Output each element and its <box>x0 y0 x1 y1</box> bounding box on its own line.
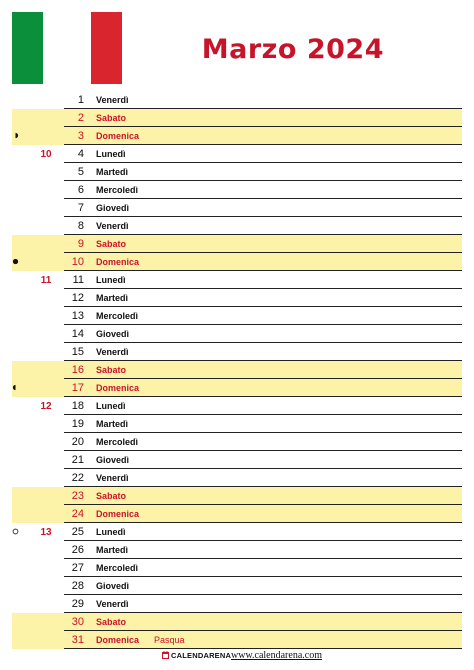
last-quarter-moon-icon <box>12 132 19 139</box>
weekday-name: Venerdì <box>96 599 129 609</box>
day-number: 20 <box>71 436 84 448</box>
week-number: 12 <box>40 401 52 412</box>
brand-name: CALENDARENA <box>171 651 232 660</box>
day-row <box>0 91 474 109</box>
day-row <box>0 433 474 451</box>
weekday-name: Giovedì <box>96 203 130 213</box>
day-row <box>0 289 474 307</box>
weekday-name: Domenica <box>96 257 140 267</box>
day-number: 4 <box>77 148 84 160</box>
day-number: 24 <box>71 508 84 520</box>
row-divider <box>64 648 462 649</box>
day-row <box>0 487 474 505</box>
weekday-name: Sabato <box>96 365 127 375</box>
day-number: 18 <box>71 400 84 412</box>
weekday-name: Lunedì <box>96 401 126 411</box>
day-row <box>0 127 474 145</box>
day-number: 22 <box>71 472 84 484</box>
weekday-name: Lunedì <box>96 527 126 537</box>
day-number: 29 <box>71 598 84 610</box>
day-row <box>0 253 474 271</box>
weekday-name: Martedì <box>96 419 129 429</box>
day-number: 27 <box>71 562 84 574</box>
day-number: 17 <box>71 382 84 394</box>
day-number: 1 <box>77 94 84 106</box>
day-number: 8 <box>77 220 84 232</box>
weekday-name: Sabato <box>96 617 127 627</box>
weekday-name: Domenica <box>96 131 140 141</box>
weekday-name: Sabato <box>96 239 127 249</box>
weekday-name: Sabato <box>96 491 127 501</box>
weekday-name: Domenica <box>96 383 140 393</box>
weekday-name: Martedì <box>96 167 129 177</box>
weekday-name: Martedì <box>96 293 129 303</box>
day-number: 30 <box>71 616 84 628</box>
day-number: 3 <box>77 130 84 142</box>
weekday-name: Lunedì <box>96 275 126 285</box>
full-moon-icon <box>12 528 19 535</box>
day-row <box>0 109 474 127</box>
weekday-name: Venerdì <box>96 95 129 105</box>
day-number: 2 <box>77 112 84 124</box>
first-quarter-moon-icon <box>12 384 19 391</box>
day-row <box>0 541 474 559</box>
flag-green-stripe <box>12 12 43 84</box>
day-row <box>0 379 474 397</box>
day-row <box>0 505 474 523</box>
day-number: 21 <box>71 454 84 466</box>
day-number: 23 <box>71 490 84 502</box>
weekday-name: Sabato <box>96 113 127 123</box>
day-number: 15 <box>71 346 84 358</box>
week-number: 10 <box>40 149 52 160</box>
day-row <box>0 181 474 199</box>
weekday-name: Giovedì <box>96 581 130 591</box>
day-row <box>0 613 474 631</box>
day-row <box>0 577 474 595</box>
day-number: 26 <box>71 544 84 556</box>
weekday-name: Domenica <box>96 635 140 645</box>
weekday-name: Venerdì <box>96 347 129 357</box>
day-number: 9 <box>77 238 84 250</box>
week-number: 11 <box>40 275 52 286</box>
day-row <box>0 235 474 253</box>
day-row <box>0 307 474 325</box>
day-row <box>0 631 474 649</box>
day-number: 31 <box>71 634 84 646</box>
day-row <box>0 469 474 487</box>
day-row <box>0 217 474 235</box>
day-row <box>0 325 474 343</box>
holiday-label: Pasqua <box>154 635 185 645</box>
weekday-name: Mercoledì <box>96 185 139 195</box>
day-number: 5 <box>77 166 84 178</box>
day-number: 25 <box>71 526 84 538</box>
weekday-name: Venerdì <box>96 473 129 483</box>
weekday-name: Mercoledì <box>96 563 139 573</box>
day-number: 11 <box>72 274 84 286</box>
day-row <box>0 523 474 541</box>
day-row <box>0 145 474 163</box>
day-number: 14 <box>71 328 84 340</box>
day-number: 19 <box>71 418 84 430</box>
weekday-name: Mercoledì <box>96 311 139 321</box>
day-number: 12 <box>71 292 84 304</box>
day-number: 13 <box>71 310 84 322</box>
weekday-name: Martedì <box>96 545 129 555</box>
day-number: 6 <box>77 184 84 196</box>
website-link[interactable]: www.calendarena.com <box>231 650 322 661</box>
day-row <box>0 415 474 433</box>
calendar-icon <box>162 651 169 659</box>
week-number: 13 <box>40 527 52 538</box>
day-row <box>0 397 474 415</box>
day-number: 10 <box>71 256 84 268</box>
day-row <box>0 163 474 181</box>
page-title: Marzo 2024 <box>201 34 384 65</box>
day-number: 16 <box>71 364 84 376</box>
new-moon-icon <box>12 258 19 265</box>
day-row <box>0 559 474 577</box>
day-row <box>0 361 474 379</box>
weekday-name: Venerdì <box>96 221 129 231</box>
weekday-name: Giovedì <box>96 455 130 465</box>
day-row <box>0 451 474 469</box>
day-row <box>0 595 474 613</box>
weekday-name: Giovedì <box>96 329 130 339</box>
weekday-name: Mercoledì <box>96 437 139 447</box>
day-number: 7 <box>77 202 84 214</box>
footer <box>0 650 474 664</box>
day-row <box>0 343 474 361</box>
day-number: 28 <box>71 580 84 592</box>
weekday-name: Domenica <box>96 509 140 519</box>
day-row <box>0 199 474 217</box>
flag-red-stripe <box>91 12 122 84</box>
weekday-name: Lunedì <box>96 149 126 159</box>
day-row <box>0 271 474 289</box>
